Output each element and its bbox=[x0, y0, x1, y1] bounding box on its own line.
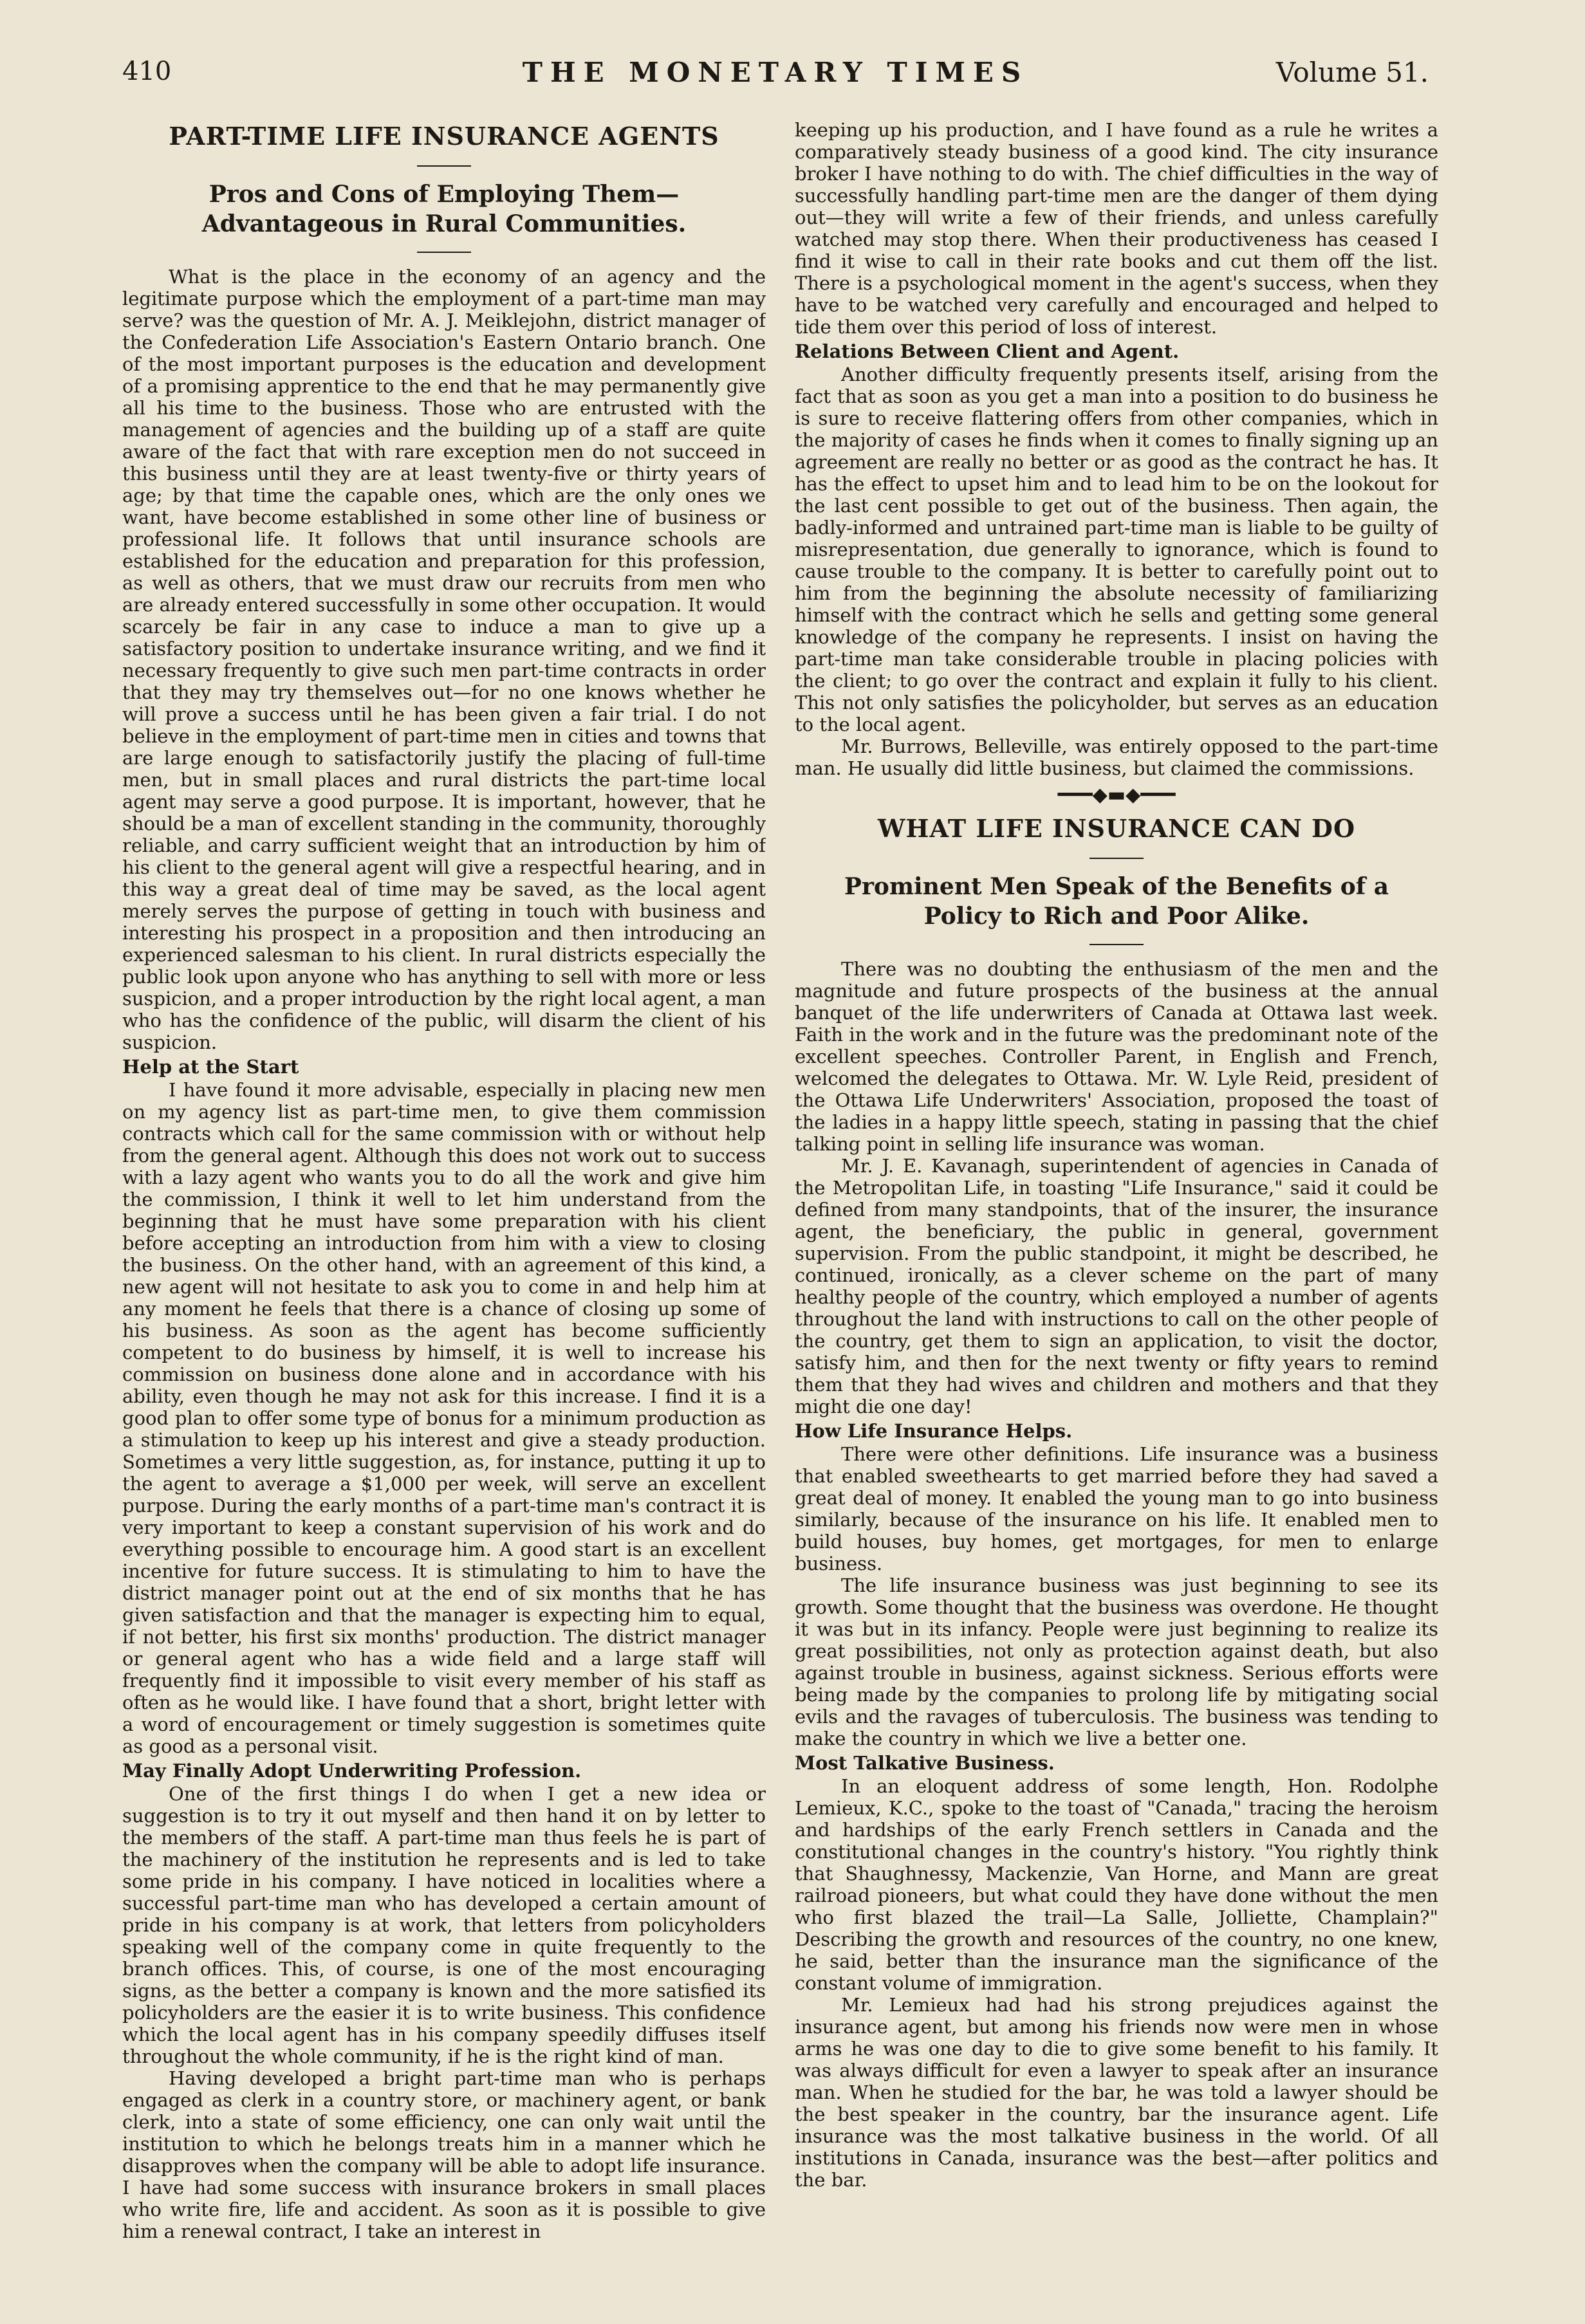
title-rule bbox=[1089, 858, 1144, 859]
right-column bbox=[795, 119, 1438, 2294]
article2-paragraph: Mr. Lemieux had had his strong prejudices against the insurance agent, but among his friends now were men in whose arms he was one day to die to give some benefit to his family. It was always difficult for even a lawyer to speak after an insurance man. When he studied for the bar, he was told a lawyer should be the best speaker in the country, bar the insurance agent. Life insurance was the most talkative business in the world. Of all institutions in Canada, insurance was the best—after politics and the bar. bbox=[795, 1994, 1438, 2191]
article1-paragraph: Having developed a bright part-time man who is perhaps engaged as clerk in a country store, or machinery agent, or bank clerk, into a state of some efficiency, one can only wait until the institution to which he belongs treats him in a manner which he disapproves when the company will be able to adopt life insurance. I have had some success with insurance brokers in small places who write fire, life and accident. As soon as it is possible to give him a renewal contract, I take an interest in bbox=[122, 2067, 766, 2242]
section-heading: Help at the Start bbox=[122, 1056, 299, 1078]
section-heading: Relations Between Client and Agent. bbox=[795, 340, 1180, 362]
article2-paragraph: The life insurance business was just beginning to see its growth. Some thought that the business was overdone. He thought it was but in its infancy. People were just beginning to realize its great possibilities, not only as protection against death, but also against trouble in business, against sickness. Serious efforts were being made by the companies to prolong life by mitigating social evils and the ravages of tuberculosis. The business was tending to make the country in which we live a better one. bbox=[795, 1574, 1438, 1749]
article2-paragraph: There were other definitions. Life insurance was a business that enabled sweethearts to get married before they had saved a great deal of money. It enabled the young man to go into business similarly, because of the insurance on his life. It enabled men to build houses, buy homes, get mortgages, for men to enlarge business. bbox=[795, 1443, 1438, 1574]
article2-paragraph: In an eloquent address of some length, Hon. Rodolphe Lemieux, K.C., spoke to the toast of "Canada," tracing the heroism and hardships of the early French settlers in Canada and the constitutional changes in the country's history. "You rightly think that Shaughnessy, Mackenzie, Van Horne, and Mann are great railroad pioneers, but what could they have done without the men who first blazed the trail—La Salle, Jolliette, Champlain?" Describing the growth and resources of the country, no one knew, he said, better than the insurance man the significance of the constant volume of immigration. bbox=[795, 1775, 1438, 1994]
article1-paragraph: Mr. Burrows, Belleville, was entirely opposed to the part-time man. He usually did little business, but claimed the commissions. bbox=[795, 735, 1438, 779]
section-heading: May Finally Adopt Underwriting Profession. bbox=[122, 1760, 582, 1782]
running-header bbox=[122, 57, 1429, 95]
page-number: 410 bbox=[122, 57, 172, 86]
article2-paragraph: Mr. J. E. Kavanagh, superintendent of agencies in Canada of the Metropolitan Life, in toasting "Life Insurance," said it could be defined from many standpoints, that of the insurer, the insurance agent, the beneficiary, the public in general, government supervision. From the public standpoint, it might be described, he continued, ironically, as a clever scheme on the part of many healthy people of the country, which employed a number of agents throughout the land with instructions to call on the other people of the country, get them to sign an application, to visit the doctor, satisfy him, and then for the next twenty or fifty years to remind them that they had wives and children and mothers and that they might die one day! bbox=[795, 1155, 1438, 1417]
article1-paragraph: I have found it more advisable, especially in placing new men on my agency list as part-time men, to give them commission contracts which call for the same commission with or without help from the general agent. Although this does not work out to success with a lazy agent who wants you to do all the work and give him the commission, I think it well to let him understand from the beginning that he must have some preparation with his client before accepting an introduction from him with a view to closing the business. On the other hand, with an agreement of this kind, a new agent will not hesitate to ask you to come in and help him at any moment he feels that there is a chance of closing up some of his business. As soon as the agent has become sufficiently competent to do business by himself, it is well to increase his commission on business done alone and in accordance with his ability, even though he may not ask for this increase. I find it is a good plan to offer some type of bonus for a minimum production as a stimulation to keep up his interest and give a steady production. Sometimes a very little suggestion, as, for instance, putting it up to the agent to average a $1,000 per week, will serve an excellent purpose. During the early months of a part-time man's contract it is very important to keep a constant supervision of his work and do everything possible to encourage him. A good start is an excellent incentive for future success. It is stimulating to him to have the district manager point out at the end of six months that he has given satisfaction and that the manager is expecting him to equal, if not better, his first six months' production. The district manager or general agent who has a wide field and a large staff will frequently find it impossible to visit every member of his staff as often as he would like. I have found that a short, bright letter with a word of encouragement or timely suggestion is sometimes quite as good as a personal visit. bbox=[122, 1079, 766, 1757]
section-heading: Most Talkative Business. bbox=[795, 1752, 1055, 1774]
article1-title: PART-TIME LIFE INSURANCE AGENTS bbox=[169, 122, 719, 151]
article2-paragraph: There was no doubting the enthusiasm of the men and the magnitude and future prospects of the business at the annual banquet of the life underwriters of Canada at Ottawa last week. Faith in the work and in the future was the predominant note of the excellent speeches. Controller Parent, in English and French, welcomed the delegates to Ottawa. Mr. W. Lyle Reid, president of the Ottawa Life Underwriters' Association, proposed the toast of the ladies in a happy little speech, stating in passing that the chief talking point in selling life insurance was woman. bbox=[795, 958, 1438, 1155]
subtitle-rule bbox=[1089, 944, 1144, 945]
title-rule bbox=[417, 165, 471, 167]
subtitle-rule bbox=[417, 252, 471, 253]
article1-continuation: keeping up his production, and I have found as a rule he writes a comparatively steady business of a good kind. The city insurance broker I have nothing to do with. The chief difficulties in the way of successfully handling part-time men are the danger of them dying out—they will write a few of their friends, and unless carefully watched may stop there. When their productiveness has ceased I find it wise to call in their rate books and cut them off the list. There is a psychological moment in the agent's success, when they have to be watched very carefully and encouraged and helped to tide them over this period of loss of interest. bbox=[795, 119, 1438, 338]
article1-subtitle: Pros and Cons of Employing Them—Advantageous in Rural Communities. bbox=[201, 181, 687, 237]
article2-subtitle: Prominent Men Speak of the Benefits of a Policy to Rich and Poor Alike. bbox=[844, 873, 1389, 930]
journal-title: THE MONETARY TIMES bbox=[522, 57, 1029, 88]
article1-paragraph: One of the first things I do when I get a new idea or suggestion is to try it out myself and then hand it on by letter to the members of the staff. A part-time man thus feels he is part of the machinery of the institution he represents and is led to take some pride in his company. I have noticed in localities where a successful part-time man who has developed a certain amount of pride in his company is at work, that letters from policyholders speaking well of the company come in quite frequently to the branch offices. This, of course, is one of the most encouraging signs, as the better a company is known and the more satisfied its policyholders are the easier it is to write business. This confidence which the local agent has in his company speedily diffuses itself throughout the whole community, if he is the right kind of man. bbox=[122, 1783, 766, 2067]
section-heading: How Life Insurance Helps. bbox=[795, 1420, 1073, 1442]
article1-paragraph: What is the place in the economy of an agency and the legitimate purpose which the employment of a part-time man may serve? was the question of Mr. A. J. Meiklejohn, district manager of the Confederation Life Association's Eastern Ontario branch. One of the most important purposes is the education and development of a promising apprentice to the end that he may permanently give all his time to the business. Those who are entrusted with the management of agencies and the building up of a staff are quite aware of the fact that with rare exception men do not succeed in this business until they are at least twenty-five or thirty years of age; by that time the capable ones, which are the only ones we want, have become established in some other line of business or professional life. It follows that until insurance schools are established for the education and preparation for this profession, as well as others, that we must draw our recruits from men who are already entered successfully in some other occupation. It would scarcely be fair in any case to induce a man to give up a satisfactory position to undertake insurance writing, and we find it necessary frequently to give such men part-time contracts in order that they may try themselves out—for no one knows whether he will prove a success until he has been given a fair trial. I do not believe in the employment of part-time men in cities and towns that are large enough to satisfactorily justify the placing of full-time men, but in small places and rural districts the part-time local agent may serve a good purpose. It is important, however, that he should be a man of excellent standing in the community, thoroughly reliable, and carry sufficient weight that an introduction by him of his client to the general agent will give a respectful hearing, and in this way a great deal of time may be saved, as the local agent merely serves the purpose of getting in touch with business and interesting his prospect in a proposition and then introducing an experienced salesman to his client. In rural districts especially the public look upon anyone who has anything to sell with more or less suspicion, and a proper introduction by the right local agent, a man who has the confidence of the public, will disarm the client of his suspicion. bbox=[122, 266, 766, 1053]
ornament-divider-icon: ━━━◆▬◆━━━ bbox=[1057, 784, 1176, 806]
left-column bbox=[122, 119, 766, 2294]
article1-paragraph: Another difficulty frequently presents itself, arising from the fact that as soon as you get a man into a position to do business he is sure to receive flattering offers from other companies, which in the majority of cases he finds when it comes to finally signing up an agreement are really no better or as good as the contract he has. It has the effect to upset him and to lead him to be on the lookout for the last cent possible to get out of the business. Then again, the badly-informed and untrained part-time man is liable to be guilty of misrepresentation, due generally to ignorance, which is found to cause trouble to the company. It is better to carefully point out to him from the beginning the absolute necessity of familiarizing himself with the contract which he sells and getting some general knowledge of the company he represents. I insist on having the part-time man take considerable trouble in placing policies with the client; to go over the contract and explain it fully to his client. This not only satisfies the policyholder, but serves as an education to the local agent. bbox=[795, 364, 1438, 735]
article2-title: WHAT LIFE INSURANCE CAN DO bbox=[877, 814, 1356, 843]
volume-label: Volume 51. bbox=[1275, 57, 1429, 88]
